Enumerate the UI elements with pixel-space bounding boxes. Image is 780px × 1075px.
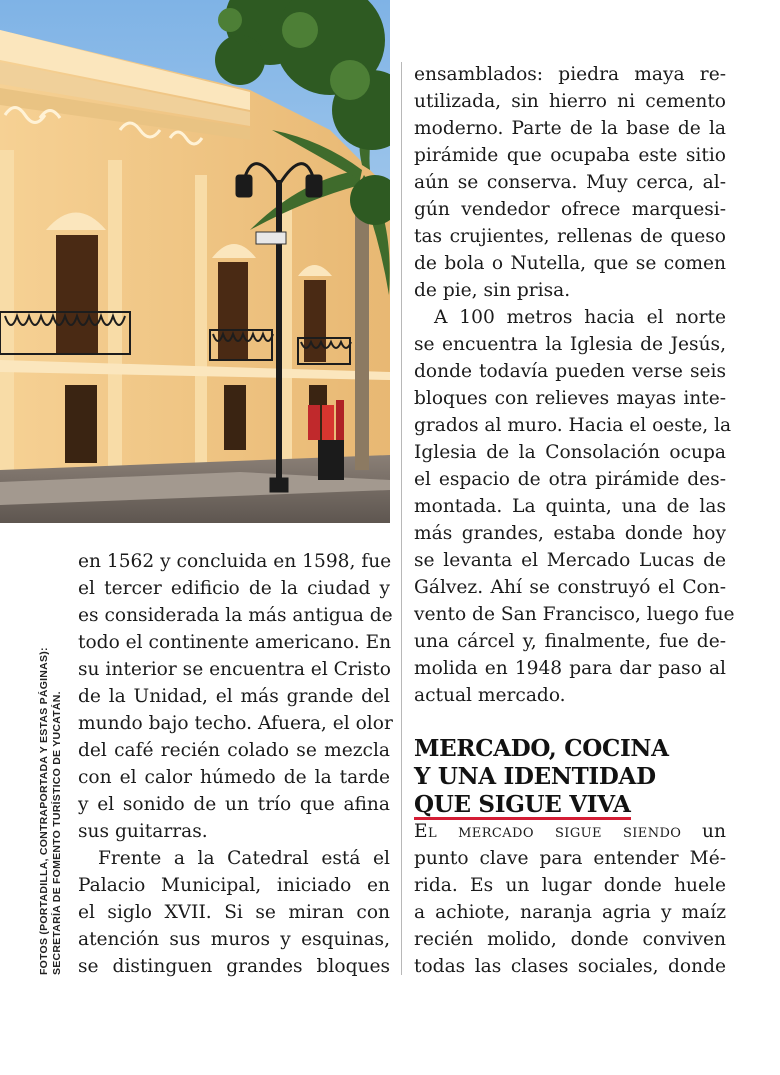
column-divider xyxy=(401,62,402,975)
photo-credit-line-1: FOTOS (PORTADILLA, CONTRAPORTADA Y ESTAS PÁGINAS): xyxy=(38,647,50,975)
section-heading-line-3: QUE SIGUE VIVA xyxy=(414,791,631,818)
photo-credit xyxy=(38,575,63,975)
body-line: con el calor húmedo de la tarde xyxy=(78,767,390,788)
body-line: Iglesia de la Consolación ocupa xyxy=(414,442,726,463)
body-line: bloques con relieves mayas inte- xyxy=(414,388,726,409)
building-photo xyxy=(0,0,390,523)
body-line: el espacio de otra pirámide des- xyxy=(414,469,726,490)
section-heading-line-1: MERCADO, COCINA xyxy=(414,735,669,762)
body-line: montada. La quinta, una de las xyxy=(414,496,726,517)
body-line xyxy=(414,818,726,845)
body-line: utilizada, sin hierro ni cemento xyxy=(414,91,726,112)
body-line: es considerada la más antigua de xyxy=(78,605,393,626)
lead-in-smallcaps: El mercado sigue siendo xyxy=(414,821,682,842)
body-line: mundo bajo techo. Afuera, el olor xyxy=(78,713,393,734)
body-line: ensamblados: piedra maya re- xyxy=(414,64,726,85)
body-line: atención sus muros y esquinas, xyxy=(78,929,390,950)
body-line: gún vendedor ofrece marquesi- xyxy=(414,199,726,220)
body-line: pirámide que ocupaba este sitio xyxy=(414,145,726,166)
body-line: Palacio Municipal, iniciado en xyxy=(78,875,390,896)
body-line: a achiote, naranja agria y maíz xyxy=(414,902,726,923)
body-line: recién molido, donde conviven xyxy=(414,929,726,950)
body-line: actual mercado. xyxy=(414,685,566,706)
body-line: del café recién colado se mezcla xyxy=(78,740,390,761)
body-line: todo el continente americano. En xyxy=(78,632,392,653)
body-line: en 1562 y concluida en 1598, fue xyxy=(78,551,392,572)
body-line: moderno. Parte de la base de la xyxy=(414,118,726,139)
body-line: todas las clases sociales, donde xyxy=(414,956,726,977)
body-line: se encuentra la Iglesia de Jesús, xyxy=(414,334,726,355)
body-line: y el sonido de un trío que afina xyxy=(78,794,390,815)
body-line: se distinguen grandes bloques xyxy=(78,956,390,977)
body-line: donde todavía pueden verse seis xyxy=(414,361,726,382)
body-line: Gálvez. Ahí se construyó el Con- xyxy=(414,577,726,598)
body-line: aún se conserva. Muy cerca, al- xyxy=(414,172,726,193)
body-line: más grandes, estaba donde hoy xyxy=(414,523,726,544)
body-line: sus guitarras. xyxy=(78,821,208,842)
body-line: de la Unidad, el más grande del xyxy=(78,686,390,707)
body-line: grados al muro. Hacia el oeste, la xyxy=(414,415,732,436)
body-line: molida en 1948 para dar paso al xyxy=(414,658,726,679)
body-line: punto clave para entender Mé- xyxy=(414,848,726,869)
body-line: una cárcel y, finalmente, fue de- xyxy=(414,631,726,652)
lead-in-rest: un xyxy=(681,821,726,842)
body-line: Frente a la Catedral está el xyxy=(98,848,390,869)
body-line: de pie, sin prisa. xyxy=(414,280,571,301)
section-heading xyxy=(414,735,734,820)
body-line: el tercer edificio de la ciudad y xyxy=(78,578,390,599)
body-line: rida. Es un lugar donde huele xyxy=(414,875,726,896)
body-line: su interior se encuentra el Cristo xyxy=(78,659,391,680)
body-line: vento de San Francisco, luego fue xyxy=(414,604,735,625)
body-line: tas crujientes, rellenas de queso xyxy=(414,226,726,247)
photo-credit-line-2: SECRETARÍA DE FOMENTO TURÍSTICO DE YUCATÁN. xyxy=(50,691,63,975)
body-line: se levanta el Mercado Lucas de xyxy=(414,550,726,571)
section-heading-line-2: Y UNA IDENTIDAD xyxy=(414,763,656,790)
body-line: de bola o Nutella, que se comen xyxy=(414,253,726,274)
body-line: el siglo XVII. Si se miran con xyxy=(78,902,390,923)
body-line: A 100 metros hacia el norte xyxy=(434,307,726,328)
